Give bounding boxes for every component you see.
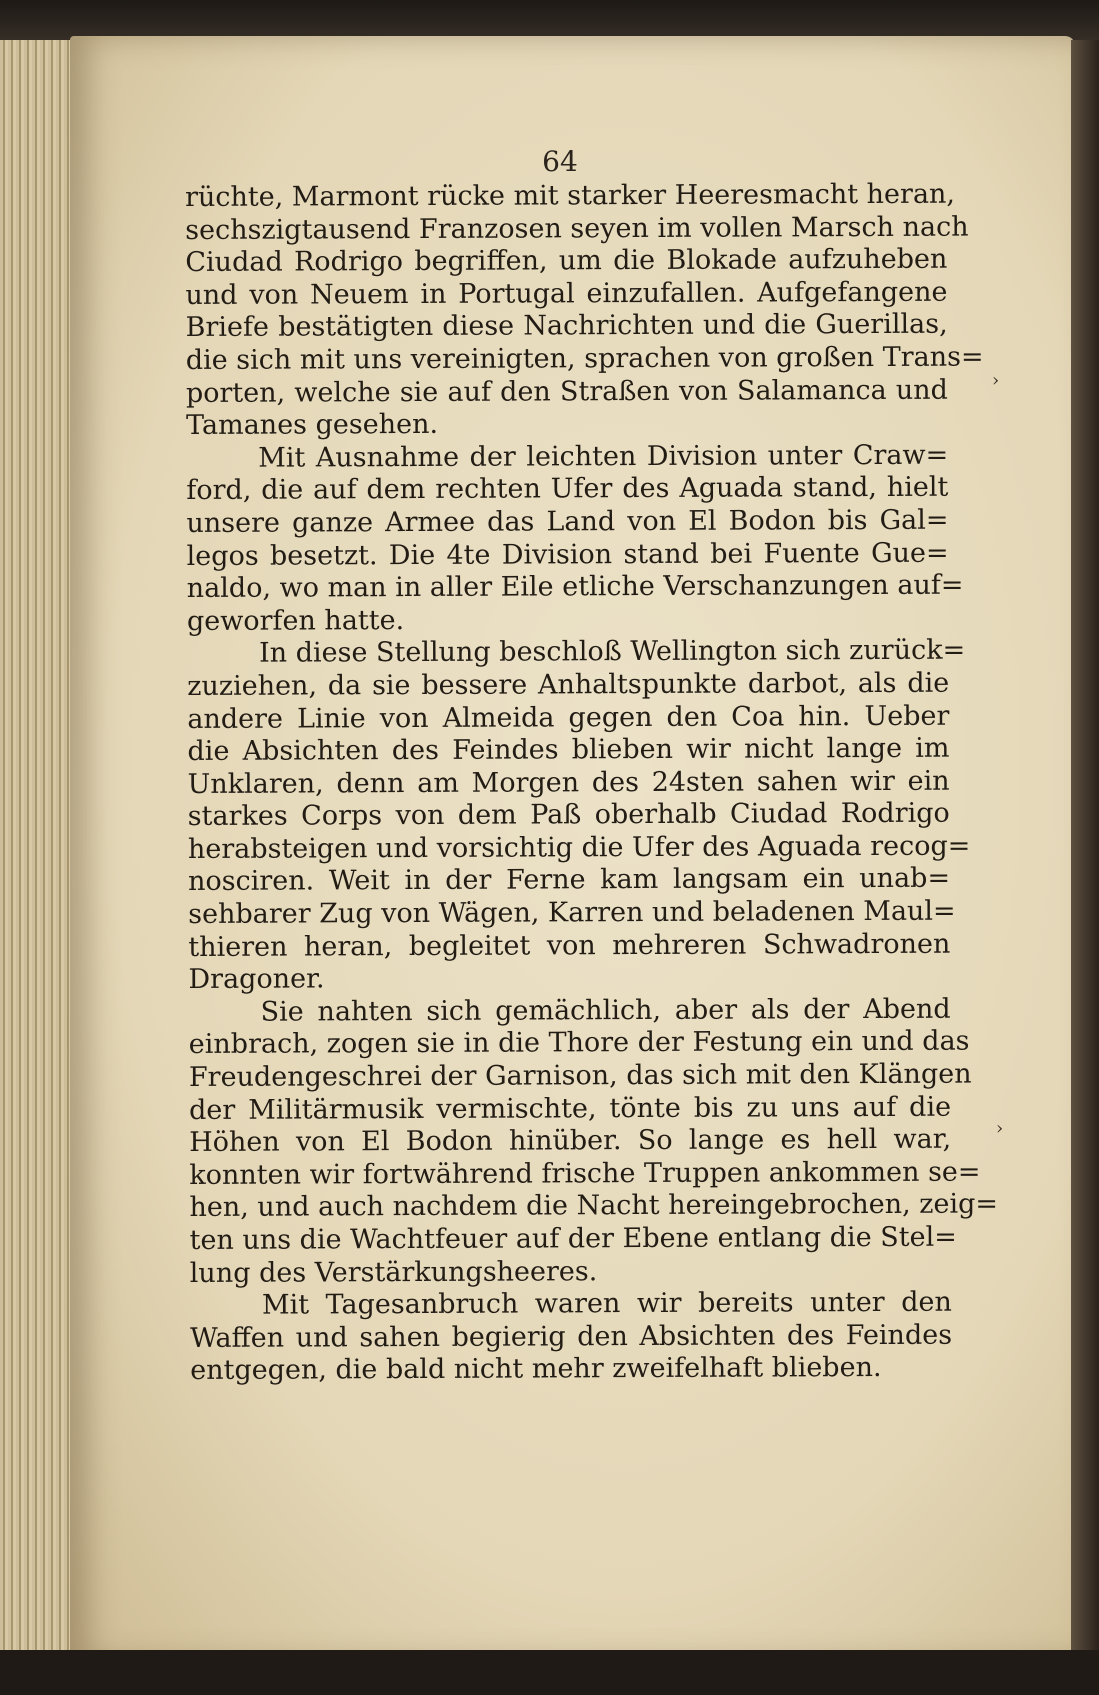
text-line: Unklaren, denn am Morgen des 24sten sahen wir ein (187, 765, 950, 800)
text-line: der Militärmusik vermischte, tönte bis zu uns auf die (188, 1091, 952, 1126)
text-line: Mit Tagesanbruch waren wir bereits unter den (261, 1286, 952, 1321)
paragraph (188, 993, 999, 1291)
text-line: Briefe bestätigten diese Nachrichten und die Guerillas, (185, 309, 948, 344)
text-line: entgegen, die bald nicht mehr zweifelhaft blieben. (190, 1352, 882, 1387)
paragraph (190, 1287, 952, 1388)
text-line: porten, welche sie auf den Straßen von Salamanca und (185, 374, 948, 409)
text-line: die sich mit uns vereinigten, sprachen von großen Trans= (185, 341, 984, 376)
paragraph (187, 634, 971, 997)
text-line: ford, die auf dem rechten Ufer des Aguada stand, hielt (186, 472, 949, 507)
text-line: hen, und auch nachdem die Nacht hereingebrochen, zeig= (189, 1188, 999, 1224)
text-line: Dragoner. (188, 963, 325, 996)
text-line: thieren heran, begleitet von mehreren Schwadronen (188, 928, 951, 963)
text-line: geworfen hatte. (186, 604, 405, 637)
text-line: ten uns die Wachtfeuer auf der Ebene entlang die Stel= (189, 1221, 957, 1256)
text-line: Höhen von El Bodon hinüber. So lange es hell war, (189, 1123, 952, 1159)
text-line: zuziehen, da sie bessere Anhaltspunkte darbot, als die (187, 667, 950, 702)
text-line: starkes Corps von dem Paß oberhalb Ciudad Rodrigo (187, 797, 950, 833)
text-line: andere Linie von Almeida gegen den Coa hin. Ueber (187, 700, 950, 735)
margin-mark: › (992, 370, 1000, 391)
paragraph (185, 178, 984, 443)
text-line: sechszigtausend Franzosen seyen im vollen Marsch nach (185, 211, 969, 246)
paragraph (186, 439, 964, 638)
text-line: und von Neuem in Portugal einzufallen. Aufgefangene (185, 276, 948, 311)
text-line: konnten wir fortwährend frische Truppen ankommen se= (189, 1156, 981, 1191)
text-line: die Absichten des Feindes blieben wir nicht lange im (187, 732, 950, 768)
text-line: rüchte, Marmont rücke mit starker Heeresmacht heran, (185, 178, 956, 213)
text-line: naldo, wo man in aller Eile etliche Verschanzungen auf= (186, 569, 964, 605)
text-line: legos besetzt. Die 4te Division stand bei Fuente Gue= (186, 537, 949, 572)
scan-bottom-edge (0, 1650, 1099, 1695)
margin-mark: › (996, 1118, 1004, 1139)
text-line: Waffen und sahen begierig den Absichten des Feindes (189, 1319, 953, 1354)
text-line: Ciudad Rodrigo begriffen, um die Blokade aufzuheben (185, 243, 948, 279)
page-number: 64 (542, 145, 578, 178)
text-line: unsere ganze Armee das Land von El Bodon bis Gal= (186, 504, 949, 539)
page-body-text (185, 178, 999, 1388)
text-line: lung des Verstärkungsheeres. (189, 1255, 598, 1289)
text-line: einbrach, zogen sie in die Thore der Festung ein und das (188, 1026, 970, 1061)
text-line: nosciren. Weit in der Ferne kam langsam ein unab= (187, 863, 951, 898)
text-line: In diese Stellung beschloß Wellington sich zurück= (258, 634, 966, 669)
book-cover-edge (1071, 40, 1099, 1660)
text-line: Freudengeschrei der Garnison, das sich mit den Klängen (188, 1058, 972, 1094)
text-line: Mit Ausnahme der leichten Division unter Craw= (258, 439, 949, 474)
text-line: sehbarer Zug von Wägen, Karren und beladenen Maul= (188, 895, 956, 931)
page-stack-edge (0, 40, 78, 1660)
text-line: Sie nahten sich gemächlich, aber als der Abend (260, 993, 951, 1028)
text-line: Tamanes gesehen. (185, 409, 439, 442)
text-line: herabsteigen und vorsichtig die Ufer des Aguada recog= (187, 830, 971, 865)
